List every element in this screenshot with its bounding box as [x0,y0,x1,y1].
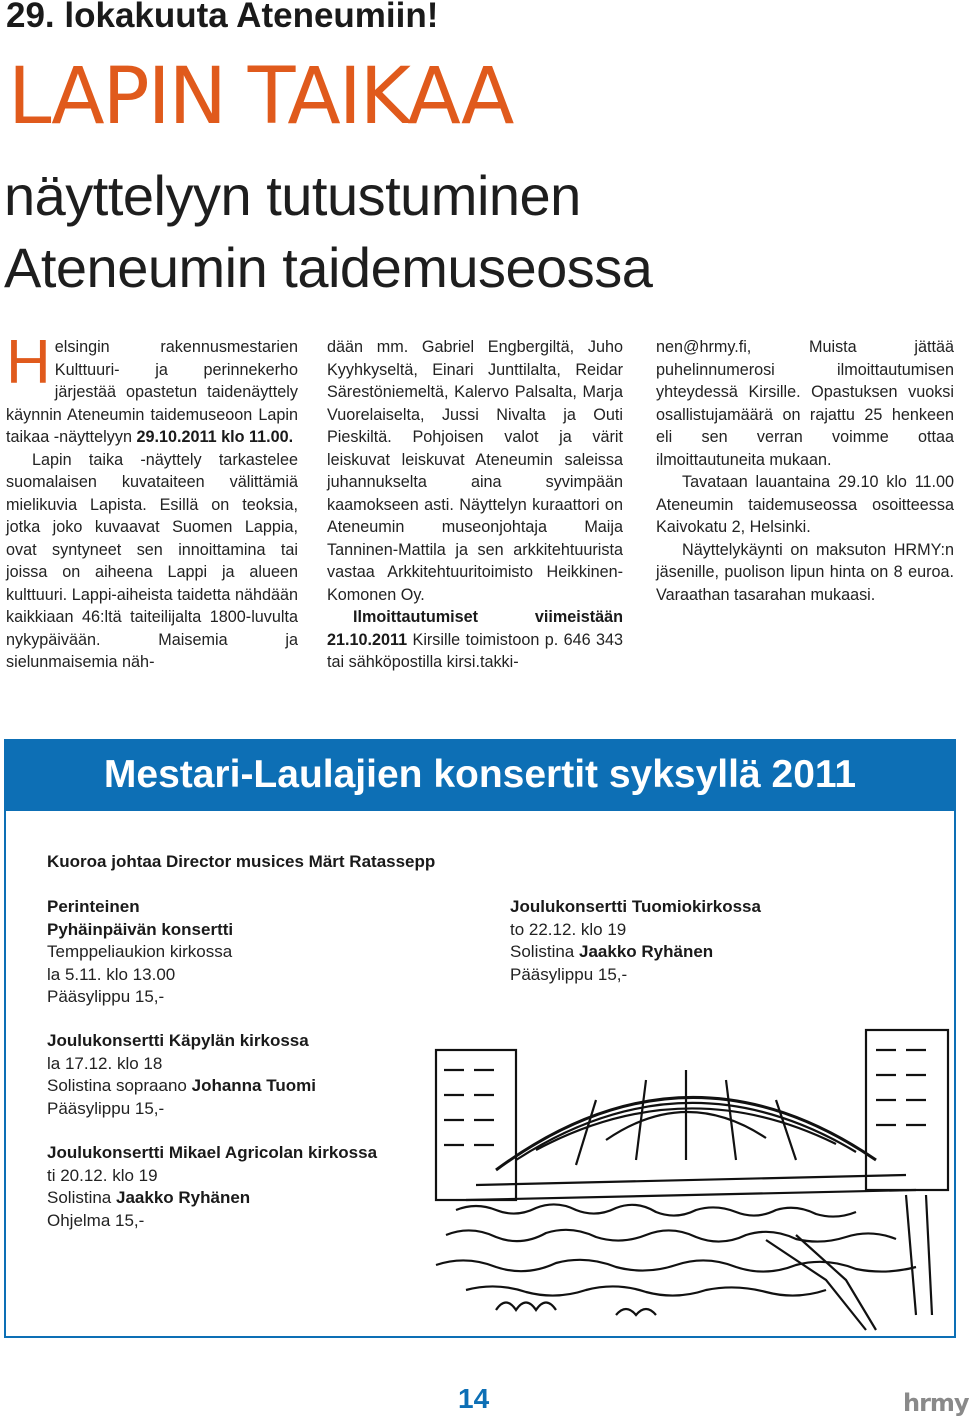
article-subtitle-line-1: näyttelyyn tutustuminen [4,164,581,227]
concert-time: la 5.11. klo 13.00 [47,964,176,984]
soloist-name: Jaakko Ryhänen [116,1188,251,1207]
concert-title: Joulukonsertti Tuomiokirkossa [510,897,761,916]
concert-venue: Temppeliaukion kirkossa [47,942,233,961]
concert-soloist: Solistina Jaakko Ryhänen [510,942,714,961]
concert-agricola [47,1142,377,1232]
article-column-2 [327,336,623,674]
concert-time: la 17.12. klo 18 [47,1053,163,1073]
article-subtitle-line-2: Ateneumin taidemuseossa [4,236,653,299]
concert-all-saints [47,896,233,1009]
concert-price: Pääsylippu 15,- [47,1098,165,1118]
concert-soloist: Solistina Jaakko Ryhänen [47,1188,251,1207]
soloist-name: Jaakko Ryhänen [579,942,714,961]
drop-cap: H [6,328,51,397]
concert-time: to 22.12. klo 19 [510,919,627,939]
publisher-logo: hrmy [903,1389,969,1417]
article-column-3 [656,336,954,606]
artists-paragraph: dään mm. Gabriel Engbergiltä, Juho Kyyhkyseltä, Einari Junttilalta, Reidar Särestöniemeltä, Kalervo Palsalta, Marja Vuorelaiselta, Jussi Nivalta ja Outi Pieskiltä. Pohjoisen valot ja värit leiskuvat leiskuvat Ateneumin saleissa juhannukselta aina syvimpään kaamokseen asti. Näyttelyn kuraattori on Ateneumin museonjohtaja Maija Tanninen-Mattila ja sen arkkitehtuurista vastaa Arkkitehtuuritoimisto Heikkinen-Komonen Oy. [327,338,623,604]
article-intro-paragraph [6,328,298,449]
concert-price: Ohjelma 15,- [47,1210,145,1230]
exhibition-description: Lapin taika -näyttely tarkastelee suomalaisen kuvataiteen välittämiä mielikuvia Lapista. Esillä on teoksia, jotka joko kuvaavat Suomen Lappia, ovat syntyneet sen innoittamina tai joissa on aiheena Lappi ja alueen kulttuuri. Lappi-aiheista taidetta nähdään kaikkiaan 46:ltä taiteilijalta 1800-luvulta nykypäivään. Maisemia ja sielunmaisemia näh- [6,450,298,671]
concerts-header-band [4,739,956,811]
concert-kapyla [47,1030,316,1120]
concerts-title: Mestari-Laulajien konsertit syksyllä 2011 [103,753,857,796]
concert-tuomiokirkko [510,896,761,986]
article-column-1 [6,328,298,674]
concert-title: Joulukonsertti Käpylän kirkossa [47,1031,309,1050]
concert-title: Joulukonsertti Mikael Agricolan kirkossa [47,1143,378,1162]
soloist-name: Johanna Tuomi [191,1076,316,1095]
intro-date-time: 29.10.2011 klo 11.00. [136,428,294,446]
concert-title: Pyhäinpäivän konsertti [47,919,234,939]
intro-text: elsingin rakennusmestarien Kulttuuri- ja perinnekerho järjestää opastetun taidenäyttely käynnin Ateneumin taidemuseoon Lapin taikaa -näyttelyyn [6,338,298,446]
registration-continued: nen@hrmy.fi, Muista jättää puhelinnumerosi ilmoittautumisen yhteydessä Kirsille. Opastuksen vuoksi osallistujamäärä on rajattu 25 henkeen eli sen verran voimme ottaa ilmoittautuneita mukaan. [656,338,954,469]
registration-paragraph [327,606,623,674]
registration-deadline: Ilmoittautumiset viimeistään 21.10.2011 [327,608,623,649]
concert-price: Pääsylippu 15,- [47,987,165,1006]
church-illustration [436,1010,948,1330]
registration-contact: Kirsille toimistoon p. 646 343 tai sähköpostilla kirsi.takki- [327,630,624,671]
pricing-paragraph: Näyttelykäynti on maksuton HRMY:n jäsenille, puolison lipun hinta on 8 euroa. Varaathan tasarahan mukaasi. [656,540,954,604]
concert-price: Pääsylippu 15,- [510,964,628,984]
concert-soloist: Solistina sopraano Johanna Tuomi [47,1076,316,1095]
concert-time: ti 20.12. klo 19 [47,1165,158,1185]
concert-title: Perinteinen [47,897,140,916]
page-number: 14 [458,1383,490,1414]
conductor-line: Kuoroa johtaa Director musices Märt Ratassepp [47,852,436,871]
kicker-headline: 29. lokakuuta Ateneumiin! [6,0,439,35]
article-title: LAPIN TAIKAA [8,52,513,142]
meeting-paragraph: Tavataan lauantaina 29.10 klo 11.00 Ateneumin taidemuseossa osoitteessa Kaivokatu 2, Helsinki. [656,473,954,536]
